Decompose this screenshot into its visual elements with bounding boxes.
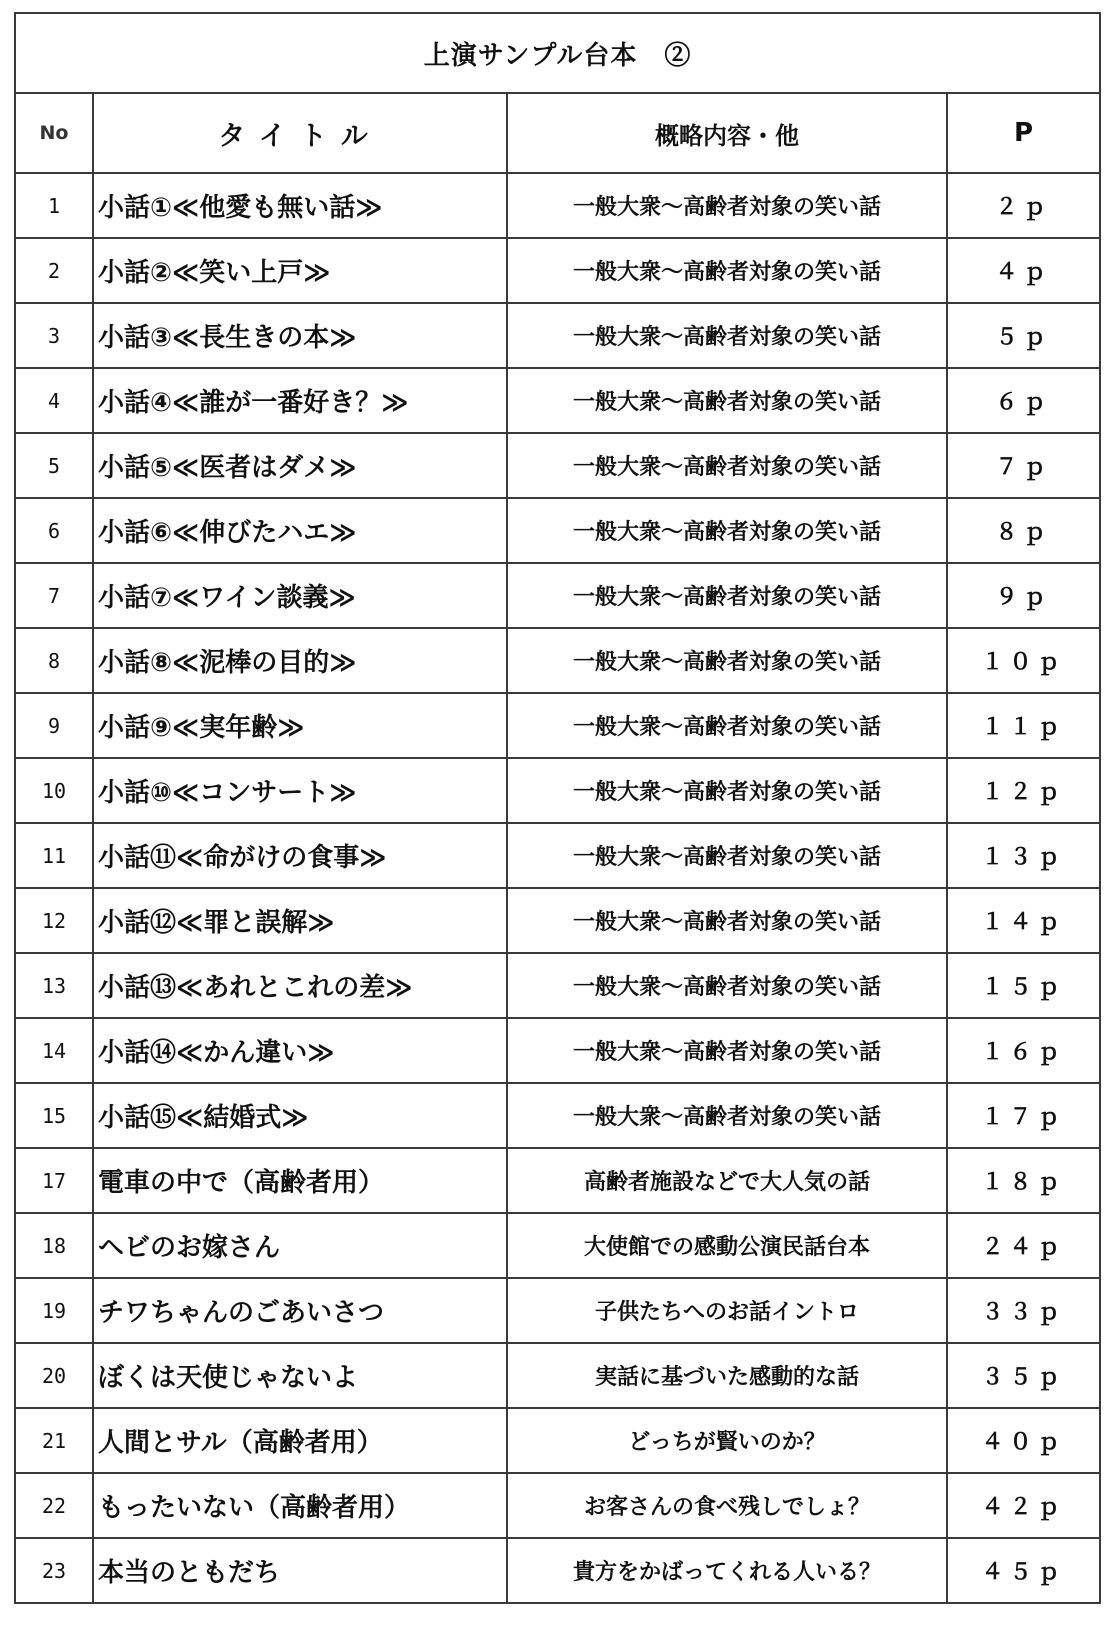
header-row bbox=[15, 93, 1100, 173]
row-title: 小話⑬≪あれとこれの差≫ bbox=[93, 953, 507, 1018]
row-summary: 一般大衆～高齢者対象の笑い話 bbox=[507, 758, 947, 823]
title-row bbox=[15, 13, 1100, 93]
header-page: P bbox=[947, 93, 1100, 173]
table-row bbox=[15, 693, 1100, 758]
row-summary: 一般大衆～高齢者対象の笑い話 bbox=[507, 498, 947, 563]
table-row bbox=[15, 1018, 1100, 1083]
table-row bbox=[15, 238, 1100, 303]
row-page: １０ｐ bbox=[947, 628, 1100, 693]
row-summary: 一般大衆～高齢者対象の笑い話 bbox=[507, 563, 947, 628]
row-number: 4 bbox=[15, 368, 93, 433]
row-summary: 一般大衆～高齢者対象の笑い話 bbox=[507, 238, 947, 303]
script-index-sheet bbox=[14, 12, 1099, 1638]
row-summary: 一般大衆～高齢者対象の笑い話 bbox=[507, 888, 947, 953]
row-title: もったいない（高齢者用） bbox=[93, 1473, 507, 1538]
row-summary: 一般大衆～高齢者対象の笑い話 bbox=[507, 1083, 947, 1148]
row-title: 小話③≪長生きの本≫ bbox=[93, 303, 507, 368]
row-page: １８ｐ bbox=[947, 1148, 1100, 1213]
row-page: １６ｐ bbox=[947, 1018, 1100, 1083]
row-number: 8 bbox=[15, 628, 93, 693]
row-number: 14 bbox=[15, 1018, 93, 1083]
table-row bbox=[15, 1473, 1100, 1538]
table-row bbox=[15, 1213, 1100, 1278]
row-title: 小話⑩≪コンサート≫ bbox=[93, 758, 507, 823]
row-page: ４２ｐ bbox=[947, 1473, 1100, 1538]
row-title: 小話②≪笑い上戸≫ bbox=[93, 238, 507, 303]
header-no: No bbox=[15, 93, 93, 173]
row-page: １４ｐ bbox=[947, 888, 1100, 953]
row-page: ４５ｐ bbox=[947, 1538, 1100, 1603]
row-page: ８ｐ bbox=[947, 498, 1100, 563]
row-number: 5 bbox=[15, 433, 93, 498]
row-number: 13 bbox=[15, 953, 93, 1018]
row-summary: 一般大衆～高齢者対象の笑い話 bbox=[507, 953, 947, 1018]
table-row bbox=[15, 303, 1100, 368]
row-summary: 高齢者施設などで大人気の話 bbox=[507, 1148, 947, 1213]
table-row bbox=[15, 1278, 1100, 1343]
table-row bbox=[15, 368, 1100, 433]
row-number: 17 bbox=[15, 1148, 93, 1213]
table-row bbox=[15, 823, 1100, 888]
row-page: ４０ｐ bbox=[947, 1408, 1100, 1473]
row-title: 本当のともだち bbox=[93, 1538, 507, 1603]
row-page: １２ｐ bbox=[947, 758, 1100, 823]
row-summary: 一般大衆～高齢者対象の笑い話 bbox=[507, 1018, 947, 1083]
header-summary: 概略内容・他 bbox=[507, 93, 947, 173]
row-title: チワちゃんのごあいさつ bbox=[93, 1278, 507, 1343]
row-title: 小話⑧≪泥棒の目的≫ bbox=[93, 628, 507, 693]
table-row bbox=[15, 1408, 1100, 1473]
table-row bbox=[15, 1343, 1100, 1408]
row-number: 18 bbox=[15, 1213, 93, 1278]
table-row bbox=[15, 628, 1100, 693]
row-title: 小話⑪≪命がけの食事≫ bbox=[93, 823, 507, 888]
row-title: 人間とサル（高齢者用） bbox=[93, 1408, 507, 1473]
row-title: ぼくは天使じゃないよ bbox=[93, 1343, 507, 1408]
row-page: ６ｐ bbox=[947, 368, 1100, 433]
row-summary: 一般大衆～高齢者対象の笑い話 bbox=[507, 693, 947, 758]
row-page: １３ｐ bbox=[947, 823, 1100, 888]
row-number: 3 bbox=[15, 303, 93, 368]
row-title: 小話⑫≪罪と誤解≫ bbox=[93, 888, 507, 953]
row-summary: 一般大衆～高齢者対象の笑い話 bbox=[507, 823, 947, 888]
row-number: 22 bbox=[15, 1473, 93, 1538]
script-index-table bbox=[14, 12, 1101, 1604]
table-row bbox=[15, 433, 1100, 498]
row-page: １１ｐ bbox=[947, 693, 1100, 758]
row-summary: 大使館での感動公演民話台本 bbox=[507, 1213, 947, 1278]
row-page: ３３ｐ bbox=[947, 1278, 1100, 1343]
row-number: 20 bbox=[15, 1343, 93, 1408]
row-number: 1 bbox=[15, 173, 93, 238]
row-title: 小話⑨≪実年齢≫ bbox=[93, 693, 507, 758]
row-title: 小話①≪他愛も無い話≫ bbox=[93, 173, 507, 238]
row-summary: 一般大衆～高齢者対象の笑い話 bbox=[507, 303, 947, 368]
row-summary: 子供たちへのお話イントロ bbox=[507, 1278, 947, 1343]
row-page: ２４ｐ bbox=[947, 1213, 1100, 1278]
row-title: 小話⑮≪結婚式≫ bbox=[93, 1083, 507, 1148]
row-title: 小話⑦≪ワイン談義≫ bbox=[93, 563, 507, 628]
table-row bbox=[15, 888, 1100, 953]
row-page: ４ｐ bbox=[947, 238, 1100, 303]
row-page: ２ｐ bbox=[947, 173, 1100, 238]
row-summary: 実話に基づいた感動的な話 bbox=[507, 1343, 947, 1408]
row-title: 小話⑥≪伸びたハエ≫ bbox=[93, 498, 507, 563]
row-number: 6 bbox=[15, 498, 93, 563]
row-page: ３５ｐ bbox=[947, 1343, 1100, 1408]
document-title: 上演サンプル台本 ② bbox=[15, 13, 1100, 93]
row-summary: お客さんの食べ残しでしょ？ bbox=[507, 1473, 947, 1538]
table-row bbox=[15, 1083, 1100, 1148]
header-title: タイトル bbox=[93, 93, 507, 173]
row-page: １７ｐ bbox=[947, 1083, 1100, 1148]
row-summary: 一般大衆～高齢者対象の笑い話 bbox=[507, 173, 947, 238]
row-title: 小話④≪誰が一番好き？≫ bbox=[93, 368, 507, 433]
row-summary: 貴方をかばってくれる人いる？ bbox=[507, 1538, 947, 1603]
row-number: 11 bbox=[15, 823, 93, 888]
table-row bbox=[15, 1538, 1100, 1603]
row-page: ５ｐ bbox=[947, 303, 1100, 368]
row-number: 19 bbox=[15, 1278, 93, 1343]
row-number: 15 bbox=[15, 1083, 93, 1148]
row-number: 7 bbox=[15, 563, 93, 628]
row-title: 小話⑭≪かん違い≫ bbox=[93, 1018, 507, 1083]
row-number: 21 bbox=[15, 1408, 93, 1473]
table-row bbox=[15, 563, 1100, 628]
row-page: １５ｐ bbox=[947, 953, 1100, 1018]
row-title: 電車の中で（高齢者用） bbox=[93, 1148, 507, 1213]
row-title: ヘビのお嫁さん bbox=[93, 1213, 507, 1278]
row-summary: どっちが賢いのか？ bbox=[507, 1408, 947, 1473]
table-row bbox=[15, 498, 1100, 563]
table-row bbox=[15, 758, 1100, 823]
row-page: ７ｐ bbox=[947, 433, 1100, 498]
row-number: 23 bbox=[15, 1538, 93, 1603]
row-number: 10 bbox=[15, 758, 93, 823]
row-number: 2 bbox=[15, 238, 93, 303]
row-number: 12 bbox=[15, 888, 93, 953]
table-row bbox=[15, 1148, 1100, 1213]
row-number: 9 bbox=[15, 693, 93, 758]
row-title: 小話⑤≪医者はダメ≫ bbox=[93, 433, 507, 498]
row-summary: 一般大衆～高齢者対象の笑い話 bbox=[507, 368, 947, 433]
table-row bbox=[15, 173, 1100, 238]
row-page: ９ｐ bbox=[947, 563, 1100, 628]
row-summary: 一般大衆～高齢者対象の笑い話 bbox=[507, 628, 947, 693]
row-summary: 一般大衆～高齢者対象の笑い話 bbox=[507, 433, 947, 498]
table-row bbox=[15, 953, 1100, 1018]
